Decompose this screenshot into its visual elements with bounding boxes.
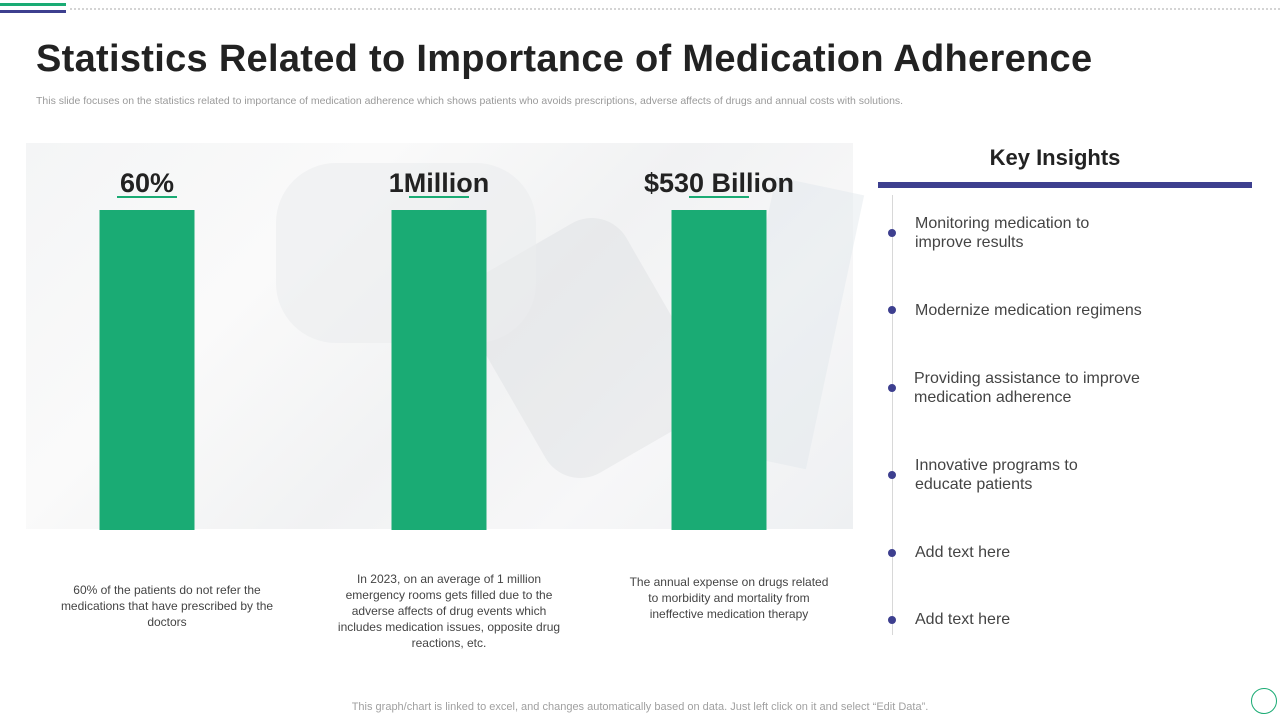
- bar-value-label-2: 1Million: [388, 168, 490, 198]
- bar-description-2: In 2023, on an average of 1 million emergency rooms gets filled due to the adverse affects of drug events which includes medication issues, opposite drug reactions, etc.: [337, 572, 561, 650]
- bullet-dot-icon: [888, 384, 896, 392]
- corner-circle-icon: [1251, 688, 1277, 714]
- footer-note: This graph/chart is linked to excel, and changes automatically based on data. Just left click on it and select “Edit Data”.: [351, 701, 929, 713]
- bar-1[interactable]: [100, 210, 195, 530]
- key-insights-title: Key Insights: [989, 145, 1121, 170]
- bar-description-3: The annual expense on drugs related to morbidity and mortality from ineffective medication therapy: [629, 575, 829, 621]
- bar-2[interactable]: [392, 210, 487, 530]
- bullet-dot-icon: [888, 471, 896, 479]
- insight-text: Modernize medication regimens: [915, 302, 1142, 319]
- insight-text: Providing assistance to improve medication adherence: [914, 370, 1140, 406]
- bar-value-label-3: $530 Billion: [643, 168, 795, 198]
- bullet-dot-icon: [888, 616, 896, 624]
- insight-text: Innovative programs to educate patients: [915, 457, 1078, 493]
- insight-text: Add text here: [915, 544, 1011, 561]
- insight-text: Add text here: [915, 611, 1011, 628]
- key-insights-underline: [878, 182, 1252, 188]
- page-subtitle: This slide focuses on the statistics related to importance of medication adherence which shows patients who avoids prescriptions, adverse affects of drugs and annual costs with solutions.: [36, 95, 904, 107]
- bar-3[interactable]: [672, 210, 767, 530]
- bar-value-label-1: 60%: [119, 168, 175, 198]
- insight-text: Monitoring medication to improve results: [915, 215, 1090, 251]
- bar-description-1: 60% of the patients do not refer the medications that have prescribed by the doctors: [60, 583, 274, 629]
- bullet-dot-icon: [888, 549, 896, 557]
- key-insights-timeline: [892, 195, 893, 635]
- page-title: Statistics Related to Importance of Medication Adherence: [36, 38, 1093, 80]
- bullet-dot-icon: [888, 229, 896, 237]
- bullet-dot-icon: [888, 306, 896, 314]
